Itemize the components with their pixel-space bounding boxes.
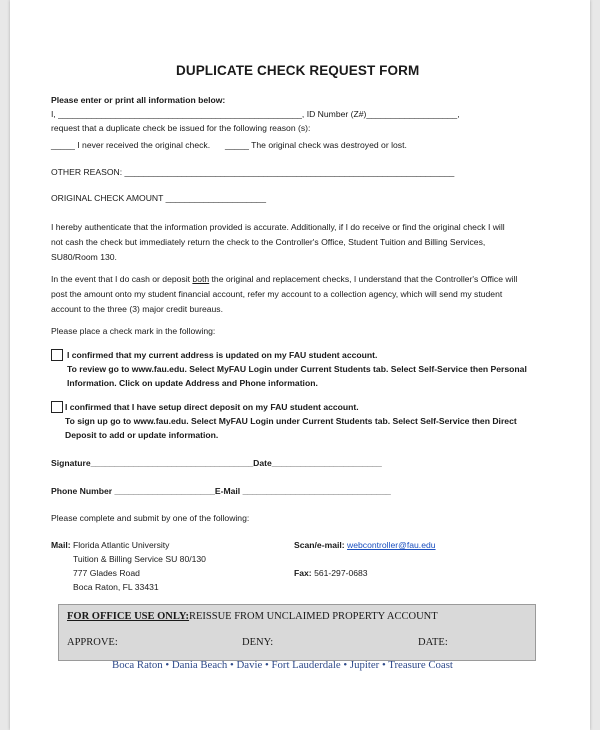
- phone-email-line: [51, 486, 391, 496]
- fax-line: [294, 568, 368, 578]
- phone-label: Phone Number: [51, 486, 113, 496]
- address-confirm-help-1: To review go to www.fau.edu. Select MyFAU Login under Current Students tab. Select Self-Service then Personal: [67, 364, 527, 374]
- address-confirm-checkbox[interactable]: [51, 349, 63, 361]
- instructions: Please enter or print all information below:: [51, 95, 226, 105]
- address-confirm-label: I confirmed that my current address is updated on my FAU student account.: [67, 350, 378, 360]
- reason-intro: request that a duplicate check be issued for the following reason (s):: [51, 123, 311, 133]
- mail-line-2: Tuition & Billing Service SU 80/130: [73, 554, 206, 564]
- original-amount-label: ORIGINAL CHECK AMOUNT: [51, 193, 164, 203]
- direct-deposit-help-1: To sign up go to www.fau.edu. Select MyFAU Login under Current Students tab. Select Self-Service then Direct: [65, 416, 517, 426]
- direct-deposit-label: I confirmed that I have setup direct deposit on my FAU student account.: [65, 402, 359, 412]
- other-reason-label: OTHER REASON:: [51, 167, 123, 177]
- other-reason-field[interactable]: _____________________________________________________________________: [124, 167, 455, 177]
- liability-line-3: account to the three (3) major credit bureaus.: [51, 304, 223, 314]
- scan-label: Scan/e-mail:: [294, 540, 345, 550]
- fax-label: Fax:: [294, 568, 312, 578]
- id-field[interactable]: ___________________,: [366, 109, 460, 119]
- authentication-line-2: not cash the check but immediately return the check to the Controller's Office, Student Tuition and Billing Services,: [51, 237, 486, 247]
- original-amount-field[interactable]: _____________________: [165, 193, 266, 203]
- other-reason-line: [51, 167, 454, 177]
- id-label: ID Number (Z#): [306, 109, 367, 119]
- direct-deposit-checkbox[interactable]: [51, 401, 63, 413]
- scan-email-link[interactable]: webcontroller@fau.edu: [347, 540, 436, 550]
- liability-text: In the event that I do cash or deposit: [51, 274, 193, 284]
- checkmark-intro: Please place a check mark in the following:: [51, 326, 216, 336]
- reissue-label: REISSUE FROM UNCLAIMED PROPERTY ACCOUNT: [189, 611, 438, 622]
- office-use-box: [58, 604, 536, 661]
- liability-line-1: [51, 274, 517, 284]
- submit-intro: Please complete and submit by one of the following:: [51, 513, 250, 523]
- reason-option-not-received[interactable]: _____ I never received the original check.: [51, 140, 211, 150]
- address-confirm-help-2: Information. Click on update Address and Phone information.: [67, 378, 318, 388]
- authentication-line-1: I hereby authenticate that the information provided is accurate. Additionally, if I do receive or find the original check I will: [51, 222, 505, 232]
- mail-line-3: 777 Glades Road: [73, 568, 140, 578]
- reason-option-destroyed[interactable]: _____ The original check was destroyed or lost.: [225, 140, 407, 150]
- phone-field[interactable]: _____________________: [114, 486, 215, 496]
- signature-date-line: [51, 458, 382, 468]
- liability-text-cont: the original and replacement checks, I understand that the Controller's Office will: [209, 274, 518, 284]
- deny-label: DENY:: [242, 637, 274, 648]
- signature-field[interactable]: __________________________________: [90, 458, 254, 468]
- date-field[interactable]: _______________________: [271, 458, 382, 468]
- form-title: DUPLICATE CHECK REQUEST FORM: [176, 63, 420, 78]
- office-date-label: DATE:: [418, 637, 448, 648]
- mail-label: Mail:: [51, 540, 71, 550]
- approve-label: APPROVE:: [67, 637, 118, 648]
- email-label: E-Mail: [214, 486, 241, 496]
- campus-footer: Boca Raton • Dania Beach • Davie • Fort Lauderdale • Jupiter • Treasure Coast: [112, 659, 453, 671]
- form-page: [10, 0, 590, 730]
- signature-label: Signature: [51, 458, 91, 468]
- office-use-label: FOR OFFICE USE ONLY:: [67, 611, 190, 622]
- liability-line-2: post the amount onto my student financial account, refer my account to a collection agency, which will send my student: [51, 289, 503, 299]
- scan-email-line: [294, 540, 436, 550]
- email-field[interactable]: _______________________________: [242, 486, 391, 496]
- name-prefix: I,: [51, 109, 56, 119]
- original-amount-line: [51, 193, 266, 203]
- date-label: Date: [253, 458, 272, 468]
- liability-emphasis: both: [192, 274, 210, 284]
- mail-line-4: Boca Raton, FL 33431: [73, 582, 159, 592]
- fax-value: 561-297-0683: [314, 568, 368, 578]
- authentication-line-3: SU80/Room 130.: [51, 252, 117, 262]
- direct-deposit-help-2: Deposit to add or update information.: [65, 430, 219, 440]
- name-field[interactable]: ___________________________________________________,: [58, 109, 305, 119]
- mail-line-1: Florida Atlantic University: [73, 540, 170, 550]
- name-id-line: [51, 109, 460, 119]
